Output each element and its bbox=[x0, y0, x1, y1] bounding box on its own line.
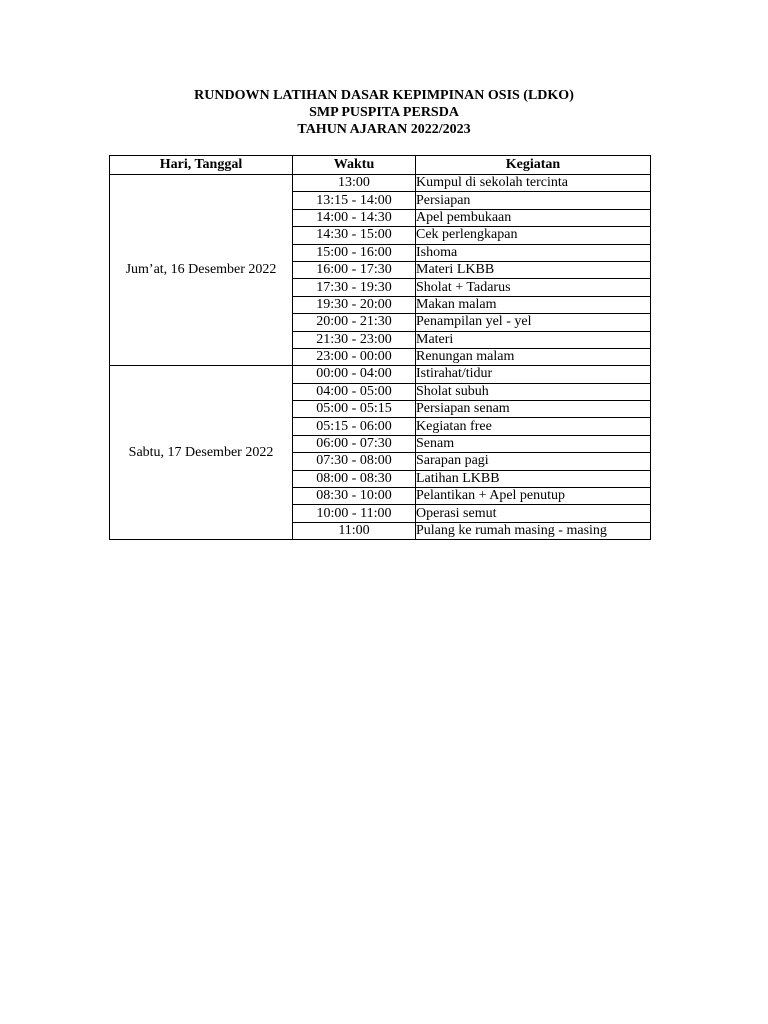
activity-cell: Operasi semut bbox=[416, 505, 651, 522]
document-title: RUNDOWN LATIHAN DASAR KEPIMPINAN OSIS (LDKO) bbox=[194, 88, 574, 103]
activity-cell: Materi bbox=[416, 331, 651, 348]
day-cell: Jum’at, 16 Desember 2022 bbox=[110, 175, 293, 366]
header-activity: Kegiatan bbox=[416, 156, 651, 175]
activity-cell: Apel pembukaan bbox=[416, 209, 651, 226]
time-cell: 08:00 - 08:30 bbox=[293, 470, 416, 487]
activity-cell: Sholat + Tadarus bbox=[416, 279, 651, 296]
activity-cell: Senam bbox=[416, 435, 651, 452]
table-row bbox=[110, 366, 651, 383]
time-cell: 04:00 - 05:00 bbox=[293, 383, 416, 400]
day-cell: Sabtu, 17 Desember 2022 bbox=[110, 366, 293, 540]
time-cell: 05:00 - 05:15 bbox=[293, 401, 416, 418]
activity-cell: Kegiatan free bbox=[416, 418, 651, 435]
time-cell: 07:30 - 08:00 bbox=[293, 453, 416, 470]
time-cell: 13:00 bbox=[293, 175, 416, 192]
activity-cell: Persiapan senam bbox=[416, 401, 651, 418]
activity-cell: Ishoma bbox=[416, 244, 651, 261]
time-cell: 14:00 - 14:30 bbox=[293, 209, 416, 226]
time-cell: 20:00 - 21:30 bbox=[293, 314, 416, 331]
academic-year: TAHUN AJARAN 2022/2023 bbox=[297, 122, 471, 137]
activity-cell: Makan malam bbox=[416, 296, 651, 313]
table-row bbox=[110, 175, 651, 192]
table-header-row bbox=[110, 156, 651, 175]
activity-cell: Sarapan pagi bbox=[416, 453, 651, 470]
time-cell: 05:15 - 06:00 bbox=[293, 418, 416, 435]
activity-cell: Cek perlengkapan bbox=[416, 227, 651, 244]
time-cell: 11:00 bbox=[293, 522, 416, 539]
time-cell: 06:00 - 07:30 bbox=[293, 435, 416, 452]
time-cell: 00:00 - 04:00 bbox=[293, 366, 416, 383]
time-cell: 13:15 - 14:00 bbox=[293, 192, 416, 209]
time-cell: 16:00 - 17:30 bbox=[293, 261, 416, 278]
activity-cell: Sholat subuh bbox=[416, 383, 651, 400]
time-cell: 19:30 - 20:00 bbox=[293, 296, 416, 313]
header-day: Hari, Tanggal bbox=[110, 156, 293, 175]
activity-cell: Kumpul di sekolah tercinta bbox=[416, 175, 651, 192]
activity-cell: Renungan malam bbox=[416, 348, 651, 365]
time-cell: 10:00 - 11:00 bbox=[293, 505, 416, 522]
header-time: Waktu bbox=[293, 156, 416, 175]
time-cell: 23:00 - 00:00 bbox=[293, 348, 416, 365]
activity-cell: Pelantikan + Apel penutup bbox=[416, 488, 651, 505]
time-cell: 14:30 - 15:00 bbox=[293, 227, 416, 244]
rundown-table bbox=[109, 155, 651, 540]
time-cell: 15:00 - 16:00 bbox=[293, 244, 416, 261]
time-cell: 21:30 - 23:00 bbox=[293, 331, 416, 348]
activity-cell: Latihan LKBB bbox=[416, 470, 651, 487]
time-cell: 17:30 - 19:30 bbox=[293, 279, 416, 296]
activity-cell: Pulang ke rumah masing - masing bbox=[416, 522, 651, 539]
table-body bbox=[110, 175, 651, 540]
activity-cell: Istirahat/tidur bbox=[416, 366, 651, 383]
document-heading bbox=[0, 87, 768, 138]
time-cell: 08:30 - 10:00 bbox=[293, 488, 416, 505]
activity-cell: Persiapan bbox=[416, 192, 651, 209]
school-name: SMP PUSPITA PERSDA bbox=[309, 105, 459, 120]
activity-cell: Materi LKBB bbox=[416, 261, 651, 278]
activity-cell: Penampilan yel - yel bbox=[416, 314, 651, 331]
